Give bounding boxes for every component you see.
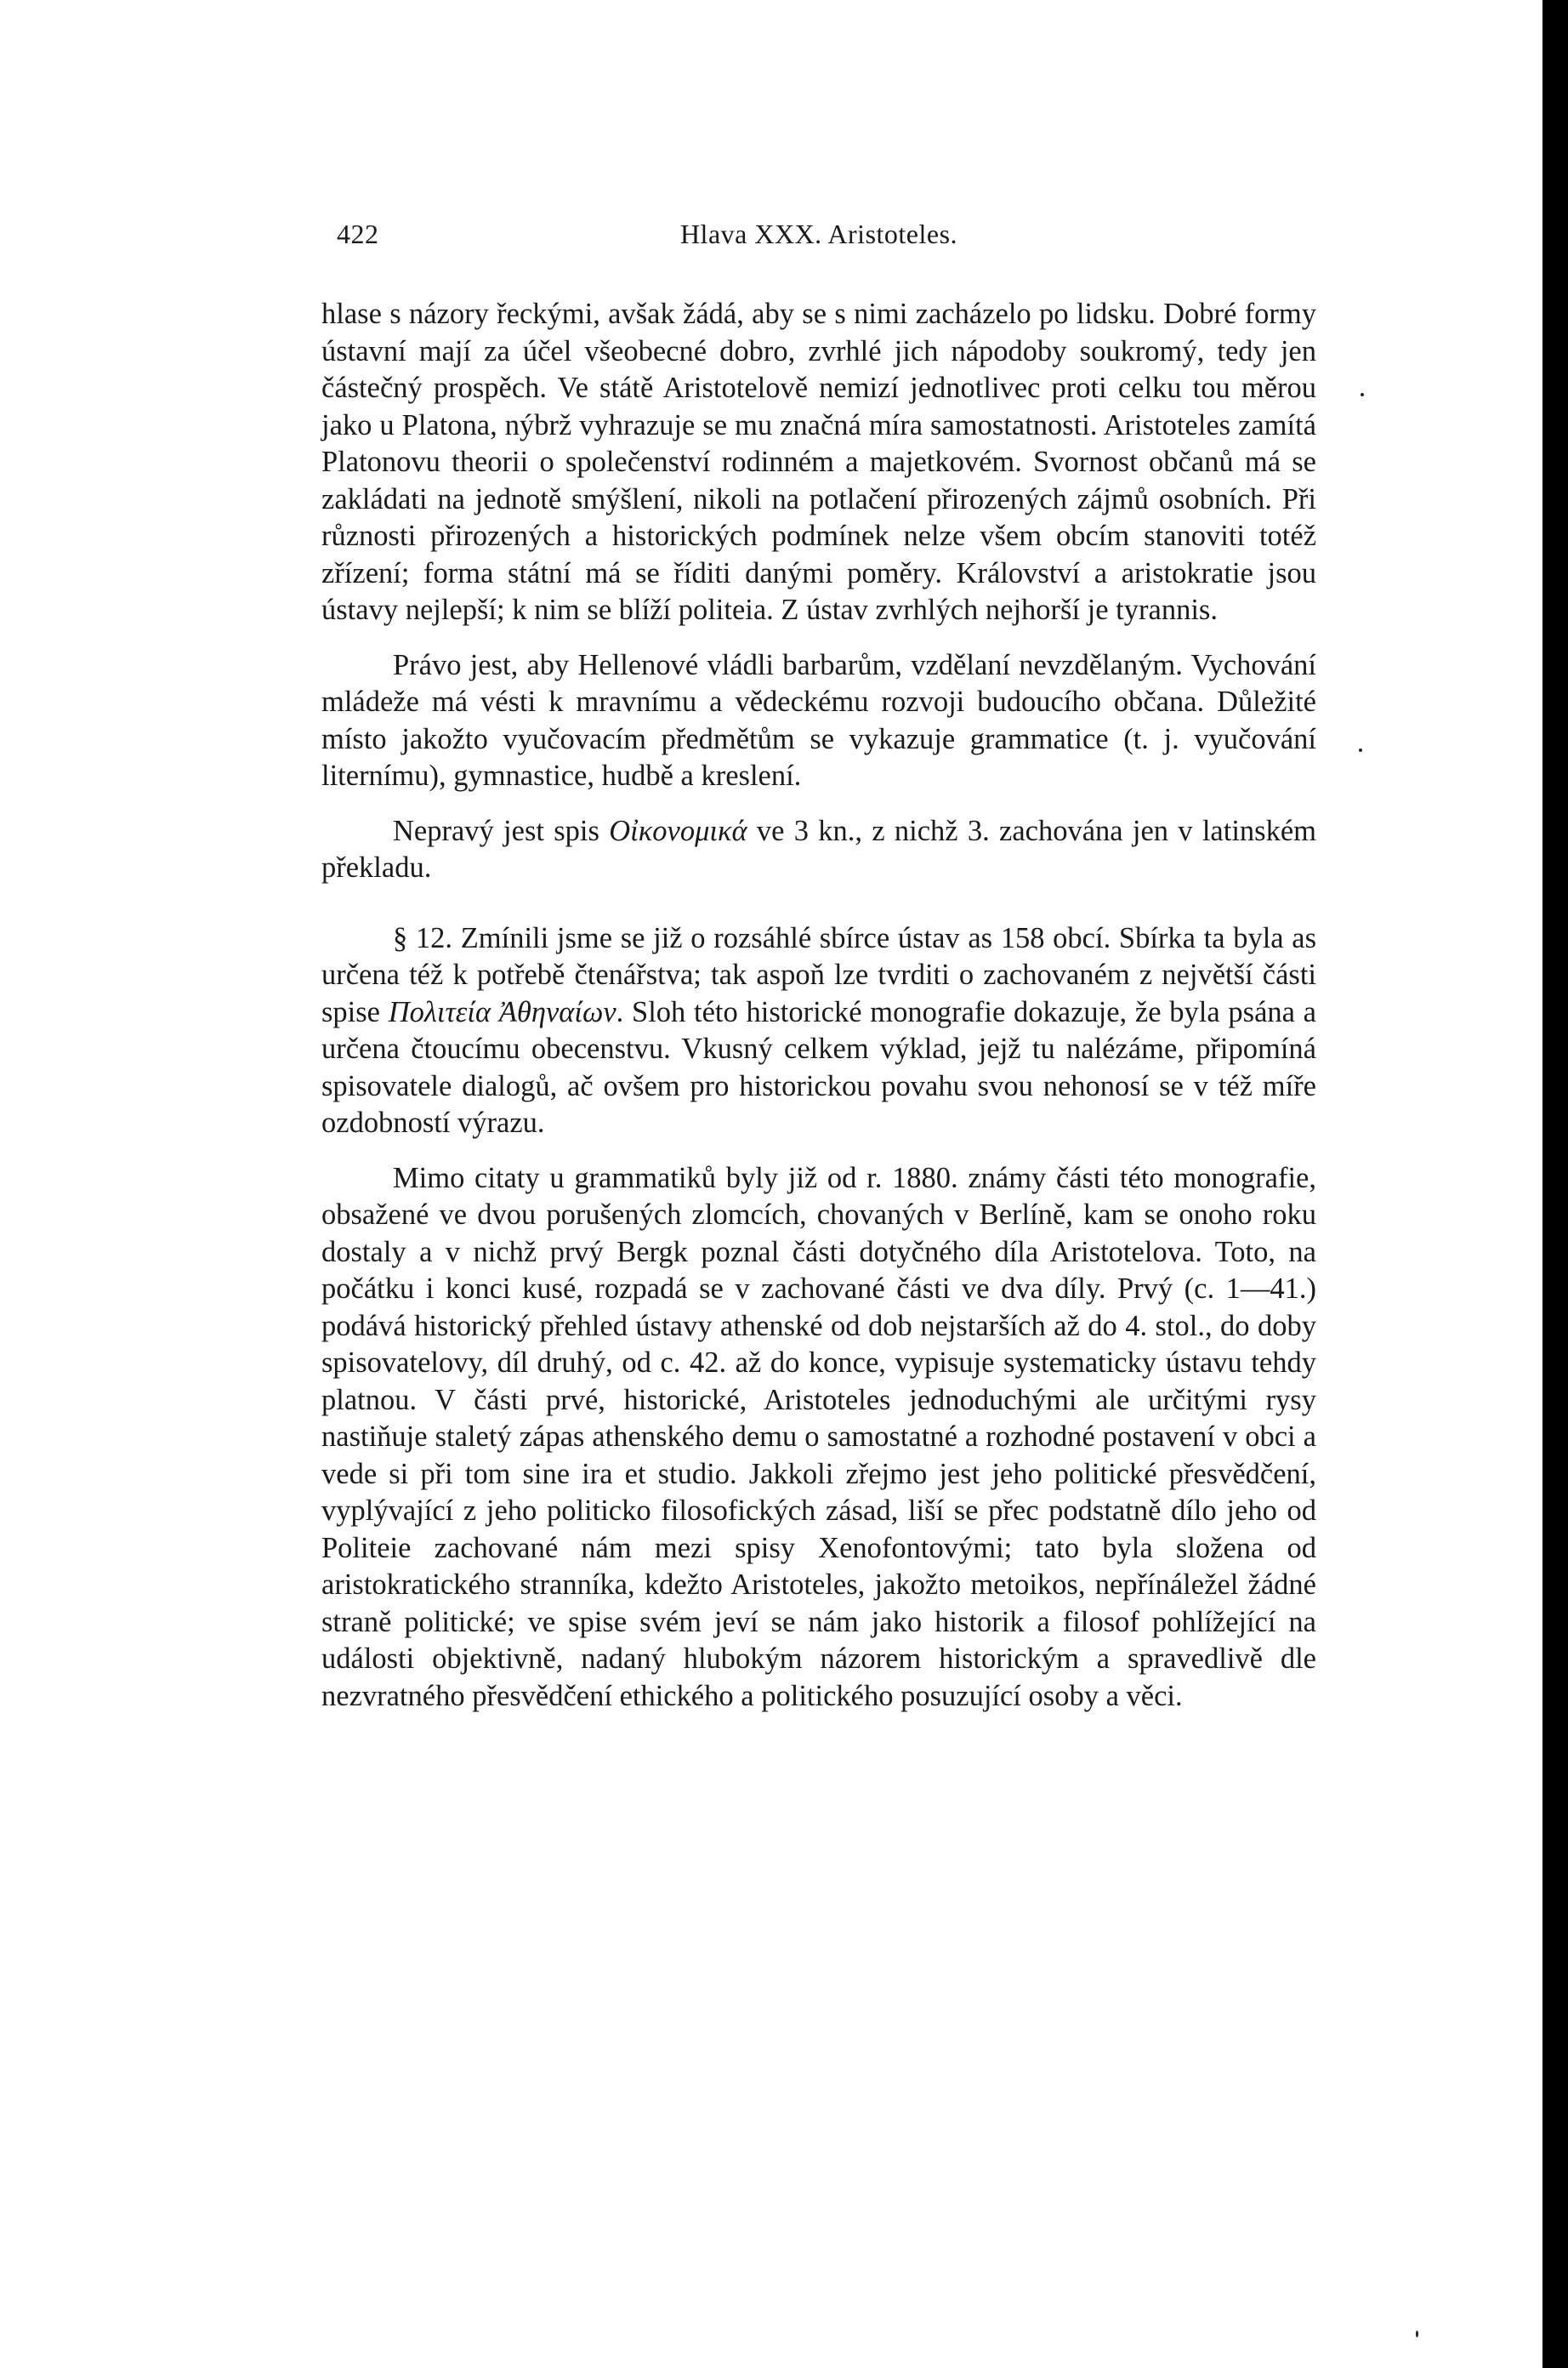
- greek-title-oikonomika: Οἰκονομικά: [609, 814, 747, 847]
- scan-speck: [1416, 2331, 1418, 2337]
- page-number: 422: [337, 219, 379, 249]
- paragraph-3-text-end: ve 3 kn., z nichž 3. zachována jen v latinském překladu.: [321, 814, 1316, 884]
- paragraph-4-text-end: . Sloh této historické monografie dokazuje, že byla psána a určena čtoucímu obecenstvu. Vkusný celkem výklad, jejž tu nalézáme, připomíná spisovatele dialogů, ač ovšem pro historickou povahu svou nehonosí se v též míře ozdobností výrazu.: [321, 995, 1316, 1139]
- paragraph-5: Mimo citaty u grammatiků byly již od r. 1880. známy části této monografie, obsažené ve dvou porušených zlomcích, chovaných v Berlíně, kam se onoho roku dostaly a v nichž prvý Bergk poznal části dotyčného díla Aristotelova. Toto, na počátku i konci kusé, rozpadá se v zachované části ve dva díly. Prvý (c. 1—41.) podává historický přehled ústavy athenské od dob nejstarších až do 4. stol., do doby spisovatelovy, díl druhý, od c. 42. až do konce, vypisuje systematicky ústavu tehdy platnou. V části prvé, historické, Aristoteles jednoduchými ale určitými rysy nastiňuje staletý zápas athenského demu o samostatné a rozhodné postavení v obci a vede si při tom sine ira et studio. Jakkoli zřejmo jest jeho politické přesvědčení, vyplývající z jeho politicko filosofických zásad, liší se přec podstatně dílo jeho od Politeie zachované nám mezi spisy Xenofontovými; tato byla složena od aristokratického stranníka, kdežto Aristoteles, jakožto metoikos, nepřínáležel žádné straně politické; ve spise svém jeví se nám jako historik a filosof pohlížející na události objektivně, nadaný hlubokým názorem historickým a spravedlivě dle nezvratného přesvědčení ethického a politického posuzující osoby a věci.: [321, 1161, 1316, 1712]
- body-text: [321, 296, 1316, 1715]
- paragraph-1: hlase s názory řeckými, avšak žádá, aby se s nimi zacházelo po lidsku. Dobré formy ústavní mají za účel všeobecné dobro, zvrhlé jich nápodoby soukromý, tedy jen částečný prospěch. Ve státě Aristotelově nemizí jednotlivec proti celku tou měrou jako u Platona, nýbrž vyhrazuje se mu značná míra samostatnosti. Aristoteles zamítá Platonovu theorii o společenství rodinném a majetkovém. Svornost občanů má se zakládati na jednotě smýšlení, nikoli na potlačení přirozených zájmů osobních. Při různosti přirozených a historických podmínek nelze všem obcím stanoviti totéž zřízení; forma státní má se říditi danými poměry. Království a aristokratie jsou ústavy nejlepší; k nim se blíží politeia. Z ústav zvrhlých nejhorší je tyrannis.: [321, 298, 1316, 626]
- scan-speck: [1361, 393, 1364, 396]
- scan-border: [1542, 0, 1568, 2368]
- scan-speck: [1359, 749, 1362, 752]
- greek-title-politeia: Πολιτεία Ἀθηναίων: [388, 995, 616, 1028]
- paragraph-3: [321, 813, 1316, 887]
- paragraph-4-text: § 12. Zmínili jsme se již o rozsáhlé sbírce ústav as 158 obcí. Sbírka ta byla as určena též k potřebě čtenářstva; tak aspoň lze tvrditi o zachovaném z největší části spise: [321, 921, 1316, 1028]
- page-header: [321, 213, 1316, 255]
- paragraph-3-text: Nepravý jest spis: [393, 814, 610, 847]
- paragraph-2: Právo jest, aby Hellenové vládli barbarům, vzdělaní nevzdělaným. Vychování mládeže má vésti k mravnímu a vědeckému rozvoji budoucího občana. Důležité místo jakožto vyučovacím předmětům se vykazuje grammatice (t. j. vyučování liternímu), gymnastice, hudbě a kreslení.: [321, 648, 1316, 792]
- running-head: Hlava XXX. Aristoteles.: [679, 219, 958, 249]
- paragraph-4: [321, 920, 1316, 1142]
